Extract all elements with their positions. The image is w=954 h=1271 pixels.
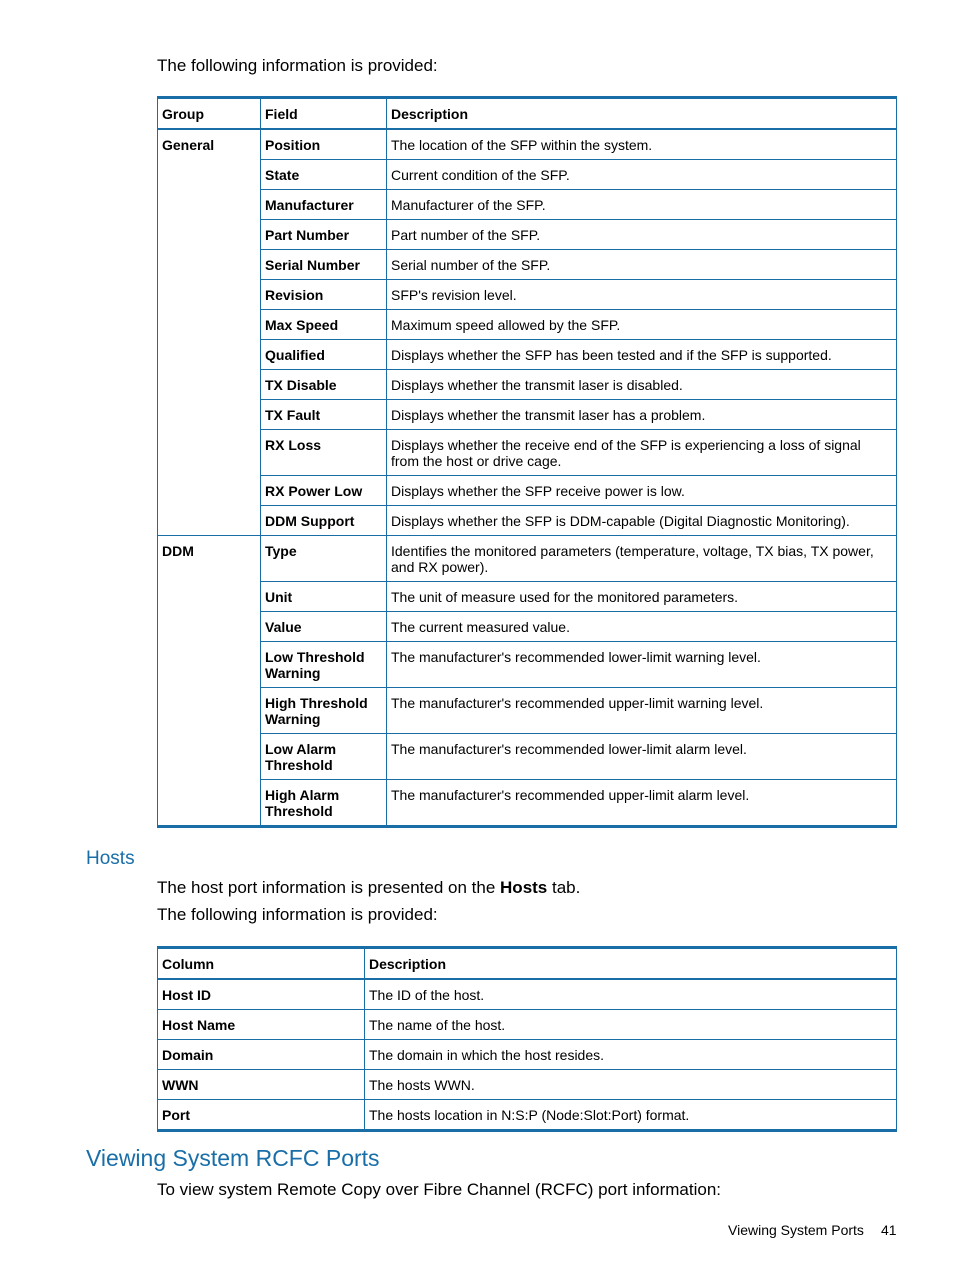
column-header-description: Description <box>387 98 897 130</box>
description-cell: The hosts location in N:S:P (Node:Slot:Port) format. <box>365 1100 897 1131</box>
description-cell: The manufacturer's recommended upper-limit warning level. <box>387 688 897 734</box>
group-cell <box>158 506 261 536</box>
group-cell <box>158 612 261 642</box>
rcfc-heading: Viewing System RCFC Ports <box>86 1145 380 1171</box>
field-cell: Type <box>261 536 387 582</box>
hosts-paragraph-end: tab. <box>547 878 581 897</box>
sfp-info-table <box>157 96 897 828</box>
hosts-table <box>157 946 897 1132</box>
hosts-heading: Hosts <box>86 848 135 869</box>
field-cell: Revision <box>261 280 387 310</box>
column-cell: Host Name <box>158 1010 365 1040</box>
field-cell: RX Power Low <box>261 476 387 506</box>
table-row <box>158 190 897 220</box>
description-cell: The location of the SFP within the system. <box>387 129 897 160</box>
description-cell: The manufacturer's recommended lower-limit warning level. <box>387 642 897 688</box>
description-cell: Displays whether the transmit laser is disabled. <box>387 370 897 400</box>
description-cell: The ID of the host. <box>365 979 897 1010</box>
table-row <box>158 582 897 612</box>
rcfc-paragraph: To view system Remote Copy over Fibre Channel (RCFC) port information: <box>157 1180 722 1199</box>
group-cell <box>158 430 261 476</box>
group-cell <box>158 688 261 734</box>
intro-text: The following information is provided: <box>157 56 438 75</box>
group-cell <box>158 160 261 190</box>
group-cell <box>158 190 261 220</box>
description-cell: Identifies the monitored parameters (temperature, voltage, TX bias, TX power, and RX power). <box>387 536 897 582</box>
field-cell: TX Fault <box>261 400 387 430</box>
column-cell: Host ID <box>158 979 365 1010</box>
table-row <box>158 280 897 310</box>
field-cell: Unit <box>261 582 387 612</box>
table-header-row <box>158 98 897 130</box>
group-cell <box>158 400 261 430</box>
description-cell: SFP's revision level. <box>387 280 897 310</box>
description-cell: Serial number of the SFP. <box>387 250 897 280</box>
group-cell <box>158 250 261 280</box>
group-cell <box>158 220 261 250</box>
group-cell <box>158 310 261 340</box>
page-number: 41 <box>881 1222 897 1238</box>
table-row <box>158 340 897 370</box>
group-cell <box>158 582 261 612</box>
field-cell: State <box>261 160 387 190</box>
field-cell: Manufacturer <box>261 190 387 220</box>
description-cell: The unit of measure used for the monitored parameters. <box>387 582 897 612</box>
table-row <box>158 400 897 430</box>
group-cell <box>158 340 261 370</box>
hosts-tab-name: Hosts <box>500 878 548 897</box>
description-cell: Displays whether the receive end of the SFP is experiencing a loss of signal from the host or drive cage. <box>387 430 897 476</box>
table-row <box>158 506 897 536</box>
description-cell: The domain in which the host resides. <box>365 1040 897 1070</box>
field-cell: Value <box>261 612 387 642</box>
description-cell: Displays whether the SFP receive power is low. <box>387 476 897 506</box>
description-cell: Displays whether the SFP is DDM-capable (Digital Diagnostic Monitoring). <box>387 506 897 536</box>
hosts-intro-text: The following information is provided: <box>157 905 438 924</box>
group-cell <box>158 280 261 310</box>
group-cell <box>158 734 261 780</box>
table-header-row <box>158 948 897 980</box>
field-cell: Position <box>261 129 387 160</box>
table-row <box>158 310 897 340</box>
group-cell: General <box>158 129 261 160</box>
column-cell: Port <box>158 1100 365 1131</box>
description-cell: Displays whether the SFP has been tested and if the SFP is supported. <box>387 340 897 370</box>
description-cell: The current measured value. <box>387 612 897 642</box>
table-row <box>158 220 897 250</box>
table-row <box>158 688 897 734</box>
field-cell: TX Disable <box>261 370 387 400</box>
table-row <box>158 160 897 190</box>
table-row <box>158 979 897 1010</box>
table-row <box>158 476 897 506</box>
field-cell: Qualified <box>261 340 387 370</box>
table-row <box>158 612 897 642</box>
table-row <box>158 536 897 582</box>
column-header-column: Column <box>158 948 365 980</box>
group-cell <box>158 642 261 688</box>
description-cell: Maximum speed allowed by the SFP. <box>387 310 897 340</box>
field-cell: High Alarm Threshold <box>261 780 387 827</box>
description-cell: Current condition of the SFP. <box>387 160 897 190</box>
table-row <box>158 1040 897 1070</box>
description-cell: The hosts WWN. <box>365 1070 897 1100</box>
field-cell: DDM Support <box>261 506 387 536</box>
description-cell: The manufacturer's recommended lower-limit alarm level. <box>387 734 897 780</box>
table-row <box>158 370 897 400</box>
group-cell <box>158 370 261 400</box>
field-cell: RX Loss <box>261 430 387 476</box>
description-cell: The manufacturer's recommended upper-limit alarm level. <box>387 780 897 827</box>
table-row <box>158 1010 897 1040</box>
table-row <box>158 780 897 827</box>
field-cell: Low Alarm Threshold <box>261 734 387 780</box>
table-row <box>158 1100 897 1131</box>
column-header-description: Description <box>365 948 897 980</box>
column-header-field: Field <box>261 98 387 130</box>
group-cell <box>158 476 261 506</box>
description-cell: Manufacturer of the SFP. <box>387 190 897 220</box>
field-cell: Part Number <box>261 220 387 250</box>
field-cell: Low Threshold Warning <box>261 642 387 688</box>
description-cell: Displays whether the transmit laser has a problem. <box>387 400 897 430</box>
group-cell: DDM <box>158 536 261 582</box>
field-cell: Serial Number <box>261 250 387 280</box>
table-row <box>158 250 897 280</box>
field-cell: Max Speed <box>261 310 387 340</box>
column-cell: WWN <box>158 1070 365 1100</box>
table-row <box>158 1070 897 1100</box>
hosts-paragraph <box>157 878 580 898</box>
table-row <box>158 129 897 160</box>
table-row <box>158 642 897 688</box>
group-cell <box>158 780 261 827</box>
column-header-group: Group <box>158 98 261 130</box>
table-row <box>158 734 897 780</box>
column-cell: Domain <box>158 1040 365 1070</box>
footer-section-title: Viewing System Ports <box>728 1222 864 1238</box>
description-cell: Part number of the SFP. <box>387 220 897 250</box>
field-cell: High Threshold Warning <box>261 688 387 734</box>
description-cell: The name of the host. <box>365 1010 897 1040</box>
table-row <box>158 430 897 476</box>
hosts-paragraph-text: The host port information is presented on the <box>157 878 501 897</box>
